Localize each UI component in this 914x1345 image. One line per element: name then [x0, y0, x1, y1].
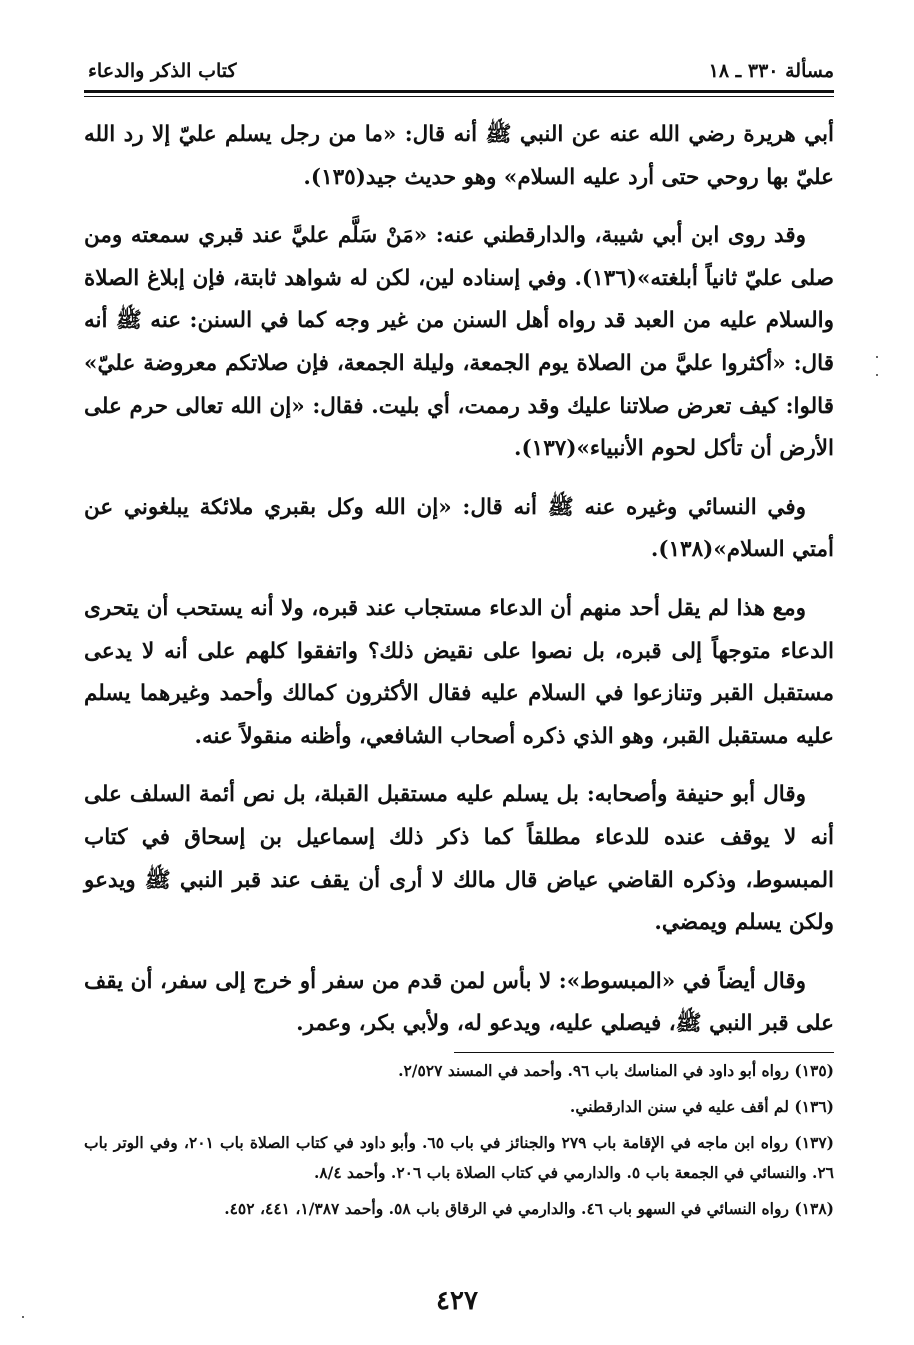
footnote-separator	[454, 1052, 834, 1053]
running-header	[88, 56, 834, 86]
footnote-136: (١٣٦) لم أقف عليه في سنن الدارقطني.	[569, 1097, 834, 1116]
footnote-135: (١٣٥) رواه أبو داود في المناسك باب ٩٦. وأحمد في المسند ٢/٥٢٧.	[398, 1061, 834, 1080]
header-issue-number: مسألة ٣٣٠ ـ ١٨	[708, 60, 834, 82]
footnote-138: (١٣٨) رواه النسائي في السهو باب ٤٦. والدارمي في الرقاق باب ٥٨. وأحمد ١/٣٨٧، ٤٤١، ٤٥٢.	[224, 1199, 834, 1218]
main-text	[84, 114, 834, 1062]
paragraph-2: وقد روى ابن أبي شيبة، والدارقطني عنه: «مَنْ سَلَّم عليَّ عند قبري سمعته ومن صلى عليّ ثانياً أبلغته»(١٣٦). وفي إسناده لين، لكن له شواهد ثابتة، فإن إبلاغ الصلاة والسلام عليه من العبد قد رواه أهل السنن من غير وجه كما في السنن: عنه ﷺ أنه قال: «أكثروا عليَّ من الصلاة يوم الجمعة، وليلة الجمعة، فإن صلاتكم معروضة عليّ» قالوا: كيف تعرض صلاتنا عليك وقد رممت، أي بليت. فقال: «إن الله تعالى حرم على الأرض أن تأكل لحوم الأنبياء»(١٣٧).	[84, 223, 834, 462]
header-book-title: كتاب الذكر والدعاء	[88, 60, 237, 82]
scan-speck	[22, 1316, 24, 1318]
footnotes	[84, 1056, 834, 1224]
scan-speck	[876, 356, 878, 358]
paragraph-5: وقال أبو حنيفة وأصحابه: بل يسلم عليه مستقبل القبلة، بل نص أئمة السلف على أنه لا يوقف عنده للدعاء مطلقاً كما ذكر ذلك إسماعيل بن إسحاق في كتاب المبسوط، وذكره القاضي عياض قال مالك لا أرى أن يقف عند قبر النبي ﷺ ويدعو ولكن يسلم ويمضي.	[84, 782, 834, 936]
footnote-137: (١٣٧) رواه ابن ماجه في الإقامة باب ٢٧٩ والجنائز في باب ٦٥. وأبو داود في كتاب الصلاة باب ٢٠١، وفي الوتر باب ٢٦. والنسائي في الجمعة باب ٥. والدارمي في كتاب الصلاة باب ٢٠٦. وأحمد ٨/٤.	[84, 1133, 835, 1182]
paragraph-6: وقال أيضاً في «المبسوط»: لا بأس لمن قدم من سفر أو خرج إلى سفر، أن يقف على قبر النبي ﷺ، فيصلي عليه، ويدعو له، ولأبي بكر، وعمر.	[84, 968, 834, 1037]
paragraph-3: وفي النسائي وغيره عنه ﷺ أنه قال: «إن الله وكل بقبري ملائكة يبلغوني عن أمتي السلام»(١٣٨).	[84, 494, 834, 563]
paragraph-4: ومع هذا لم يقل أحد منهم أن الدعاء مستجاب عند قبره، ولا أنه يستحب أن يتحرى الدعاء متوجهاً إلى قبره، بل نصوا على نقيض ذلك؟ واتفقوا كلهم على أنه لا يدعى مستقبل القبر وتنازعوا في السلام عليه فقال الأكثرون كمالك وأحمد وغيرهما يسلم عليه مستقبل القبر، وهو الذي ذكره أصحاب الشافعي، وأظنه منقولاً عنه.	[84, 595, 834, 749]
paragraph-1: أبي هريرة رضي الله عنه عن النبي ﷺ أنه قال: «ما من رجل يسلم عليّ إلا رد الله عليّ بها روحي حتى أرد عليه السلام» وهو حديث جيد(١٣٥).	[84, 122, 834, 190]
header-rule-thick	[84, 90, 834, 93]
page-number: ٤٢٧	[436, 1286, 478, 1316]
scan-speck	[876, 374, 878, 376]
header-rule-thin	[84, 96, 834, 97]
